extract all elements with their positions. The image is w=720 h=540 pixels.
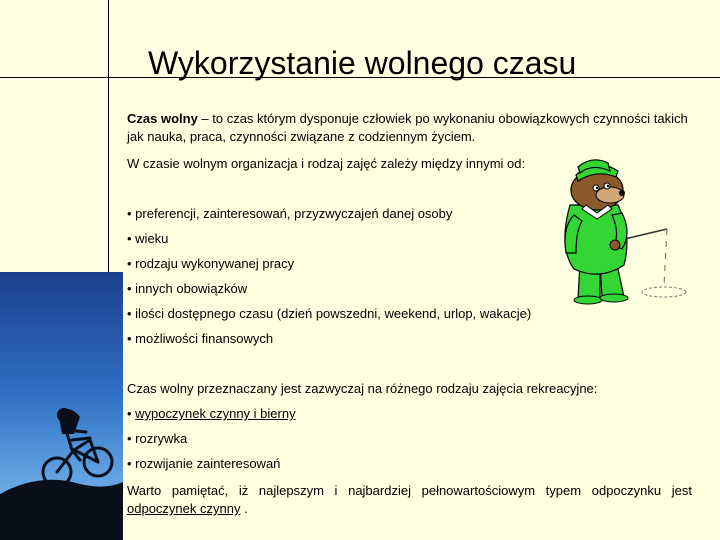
factor-item: • możliwości finansowych xyxy=(127,331,274,346)
factor-item: • wieku xyxy=(127,231,169,246)
slide-title: Wykorzystanie wolnego czasu xyxy=(148,45,577,81)
activity-item: • rozwijanie zainteresowań xyxy=(127,456,281,471)
closing-paragraph xyxy=(127,482,692,518)
activities-intro: Czas wolny przeznaczany jest zazwyczaj na różnego rodzaju zajęcia rekreacyjne: xyxy=(127,381,598,396)
activity-item xyxy=(127,405,296,423)
factor-item: • rodzaju wykonywanej pracy xyxy=(127,256,295,271)
closing-underlined: odpoczynek czynny xyxy=(127,501,241,516)
factor-item: • preferencji, zainteresowań, przyzwyczajeń danej osoby xyxy=(127,206,453,221)
factor-item: • innych obowiązków xyxy=(127,281,248,296)
definition-paragraph xyxy=(127,110,697,146)
factor-item: • ilości dostępnego czasu (dzień powszedni, weekend, urlop, wakacje) xyxy=(127,306,532,321)
activity-link-text: wypoczynek czynny i bierny xyxy=(135,406,296,421)
fishing-bear-cartoon xyxy=(552,157,692,305)
definition-text: – to czas którym dysponuje człowiek po wykonaniu obowiązkowych czynności takich jak nauka, praca, czynności związane z codziennym życiem. xyxy=(127,111,688,144)
definition-term: Czas wolny xyxy=(127,111,198,126)
closing-text: Warto pamiętać, iż najlepszym i najbardziej pełnowartościowym typem odpoczynku jest xyxy=(127,483,692,498)
cyclist-sunset-image xyxy=(0,272,123,540)
factors-intro: W czasie wolnym organizacja i rodzaj zajęć zależy między innymi od: xyxy=(127,156,526,171)
vertical-divider xyxy=(108,0,109,272)
bullet: • xyxy=(127,406,136,421)
closing-end: . xyxy=(240,501,248,516)
activity-item: • rozrywka xyxy=(127,431,188,446)
